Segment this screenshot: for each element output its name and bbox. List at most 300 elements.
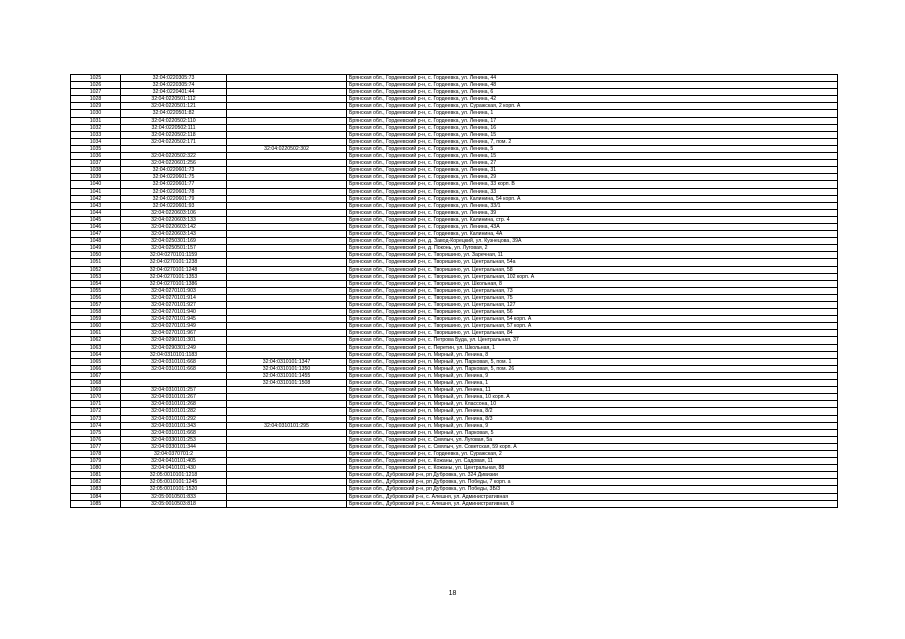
address-cell: Брянская обл., Гордеевский р-н, п. Мирный, ул. Парковая, 5, пом. 1: [347, 358, 838, 365]
cadastral-number-cell: 32:05:0010101:1245: [121, 479, 227, 486]
address-cell: Брянская обл., Гордеевский р-н, с. Кожаны, ул. Центральная, 88: [347, 465, 838, 472]
table-row: [71, 174, 838, 181]
cadastral-number-cell: 32:04:0220501:121: [121, 103, 227, 110]
cadastral-number-cell: 32:04:0410101:430: [121, 465, 227, 472]
row-number-cell: 1033: [71, 131, 121, 138]
address-cell: Брянская обл., Гордеевский р-н, с. Творишино, ул. Центральная, 127: [347, 302, 838, 309]
address-cell: Брянская обл., Гордеевский р-н, п. Мирный, ул. Ленина, 8: [347, 351, 838, 358]
sub-cadastral-number-cell: [227, 216, 347, 223]
row-number-cell: 1067: [71, 372, 121, 379]
cadastral-number-cell: 32:04:0220502:322: [121, 153, 227, 160]
address-cell: Брянская обл., Дубровский р-н, с. Алешня, ул. Административная: [347, 493, 838, 500]
cadastral-number-cell: 32:04:0310101:257: [121, 387, 227, 394]
row-number-cell: 1085: [71, 500, 121, 507]
sub-cadastral-number-cell: [227, 465, 347, 472]
address-cell: Брянская обл., Гордеевский р-н, с. Творишино, ул. Центральная, 84: [347, 330, 838, 337]
address-cell: Брянская обл., Гордеевский р-н, д. Завод-Корецкий, ул. Кузнецова, 39А: [347, 238, 838, 245]
address-cell: Брянская обл., Гордеевский р-н, с. Творишино, ул. Центральная, 58: [347, 266, 838, 273]
address-cell: Брянская обл., Гордеевский р-н, с. Гордеевка, ул. Калинина, 4А: [347, 231, 838, 238]
row-number-cell: 1052: [71, 266, 121, 273]
cadastral-number-cell: 32:04:0290301:249: [121, 344, 227, 351]
sub-cadastral-number-cell: [227, 351, 347, 358]
table-row: [71, 380, 838, 387]
row-number-cell: 1082: [71, 479, 121, 486]
row-number-cell: 1071: [71, 401, 121, 408]
cadastral-number-cell: 32:04:0330101:253: [121, 436, 227, 443]
sub-cadastral-number-cell: [227, 124, 347, 131]
row-number-cell: 1035: [71, 145, 121, 152]
sub-cadastral-number-cell: [227, 131, 347, 138]
cadastral-number-cell: 32:04:0270101:1353: [121, 273, 227, 280]
table-row: [71, 372, 838, 379]
row-number-cell: 1027: [71, 89, 121, 96]
row-number-cell: 1081: [71, 472, 121, 479]
table-row: [71, 450, 838, 457]
sub-cadastral-number-cell: [227, 245, 347, 252]
table-row: [71, 181, 838, 188]
row-number-cell: 1039: [71, 174, 121, 181]
sub-cadastral-number-cell: [227, 223, 347, 230]
cadastral-number-cell: 32:04:0220305:73: [121, 75, 227, 82]
row-number-cell: 1026: [71, 82, 121, 89]
table-row: [71, 266, 838, 273]
address-cell: Брянская обл., Гордеевский р-н, с. Перетин, ул. Школьная, 1: [347, 344, 838, 351]
row-number-cell: 1058: [71, 309, 121, 316]
sub-cadastral-number-cell: [227, 387, 347, 394]
row-number-cell: 1079: [71, 458, 121, 465]
sub-cadastral-number-cell: [227, 174, 347, 181]
cadastral-number-cell: 32:04:0220501:112: [121, 96, 227, 103]
address-cell: Брянская обл., Гордеевский р-н, с. Гордеевка, ул. Ленина, 5: [347, 145, 838, 152]
cadastral-number-cell: 32:04:0220601:79: [121, 195, 227, 202]
address-cell: Брянская обл., Гордеевский р-н, с. Петрова Буда, ул. Центральная, 37: [347, 337, 838, 344]
sub-cadastral-number-cell: [227, 472, 347, 479]
table-row: [71, 110, 838, 117]
cadastral-number-cell: 32:04:0270101:914: [121, 294, 227, 301]
address-cell: Брянская обл., Гордеевский р-н, с. Гордеевка, ул. Ленина, 42: [347, 96, 838, 103]
address-cell: Брянская обл., Гордеевский р-н, п. Мирный, ул. Ленина, 9: [347, 422, 838, 429]
table-row: [71, 323, 838, 330]
address-cell: Брянская обл., Гордеевский р-н, с. Гордеевка, ул. Ленина, 48: [347, 82, 838, 89]
row-number-cell: 1028: [71, 96, 121, 103]
address-cell: Брянская обл., Гордеевский р-н, п. Мирный, ул. Ленина, 8/3: [347, 415, 838, 422]
sub-cadastral-number-cell: [227, 103, 347, 110]
sub-cadastral-number-cell: [227, 167, 347, 174]
table-row: [71, 280, 838, 287]
cadastral-number-cell: 32:04:0270101:903: [121, 287, 227, 294]
sub-cadastral-number-cell: [227, 188, 347, 195]
cadastral-number-cell: 32:05:0010501:833: [121, 493, 227, 500]
sub-cadastral-number-cell: [227, 316, 347, 323]
sub-cadastral-number-cell: [227, 209, 347, 216]
sub-cadastral-number-cell: 32:04:0220502:302: [227, 145, 347, 152]
row-number-cell: 1059: [71, 316, 121, 323]
sub-cadastral-number-cell: [227, 479, 347, 486]
address-cell: Брянская обл., Гордеевский р-н, с. Гордеевка, ул. Суражская, 2 корп. А: [347, 103, 838, 110]
table-row: [71, 117, 838, 124]
cadastral-number-cell: 32:04:0220603:133: [121, 216, 227, 223]
sub-cadastral-number-cell: [227, 153, 347, 160]
sub-cadastral-number-cell: [227, 110, 347, 117]
address-cell: Брянская обл., Гордеевский р-н, с. Гордеевка, ул. Ленина, 33 корп. В: [347, 181, 838, 188]
sub-cadastral-number-cell: [227, 82, 347, 89]
sub-cadastral-number-cell: [227, 202, 347, 209]
sub-cadastral-number-cell: [227, 96, 347, 103]
page-number: 18: [448, 590, 457, 597]
table-row: [71, 401, 838, 408]
table-row: [71, 96, 838, 103]
address-cell: Брянская обл., Гордеевский р-н, с. Смялыч, ул. Луговая, 5а: [347, 436, 838, 443]
row-number-cell: 1062: [71, 337, 121, 344]
row-number-cell: 1029: [71, 103, 121, 110]
address-cell: Брянская обл., Гордеевский р-н, с. Гордеевка, ул. Ленина, 43А: [347, 223, 838, 230]
sub-cadastral-number-cell: [227, 436, 347, 443]
cadastral-number-cell: 32:04:0220305:74: [121, 82, 227, 89]
sub-cadastral-number-cell: [227, 160, 347, 167]
cadastral-number-cell: [121, 380, 227, 387]
cadastral-number-cell: 32:04:0270101:949: [121, 323, 227, 330]
row-number-cell: 1054: [71, 280, 121, 287]
row-number-cell: 1078: [71, 450, 121, 457]
address-cell: Брянская обл., Гордеевский р-н, с. Гордеевка, ул. Калинина, 54 корп. А: [347, 195, 838, 202]
row-number-cell: 1032: [71, 124, 121, 131]
row-number-cell: 1030: [71, 110, 121, 117]
sub-cadastral-number-cell: [227, 493, 347, 500]
address-cell: Брянская обл., Гордеевский р-н, с. Творишино, ул. Центральная, 57 корп. А: [347, 323, 838, 330]
row-number-cell: 1051: [71, 259, 121, 266]
table-row: [71, 145, 838, 152]
row-number-cell: 1080: [71, 465, 121, 472]
sub-cadastral-number-cell: [227, 195, 347, 202]
table-row: [71, 458, 838, 465]
address-cell: Брянская обл., Гордеевский р-н, с. Творишино, ул. Заречная, 11: [347, 252, 838, 259]
sub-cadastral-number-cell: 32:04:0310101:1350: [227, 365, 347, 372]
cadastral-number-cell: 32:04:0270101:945: [121, 316, 227, 323]
row-number-cell: 1065: [71, 358, 121, 365]
sub-cadastral-number-cell: [227, 259, 347, 266]
sub-cadastral-number-cell: [227, 401, 347, 408]
table-row: [71, 131, 838, 138]
address-cell: Брянская обл., Гордеевский р-н, с. Гордеевка, ул. Ленина, 1: [347, 110, 838, 117]
address-cell: Брянская обл., Гордеевский р-н, с. Гордеевка, ул. Ленина, 33: [347, 188, 838, 195]
cadastral-number-cell: 32:04:0270101:1386: [121, 280, 227, 287]
table-row: [71, 238, 838, 245]
row-number-cell: 1038: [71, 167, 121, 174]
table-row: [71, 138, 838, 145]
row-number-cell: 1073: [71, 415, 121, 422]
table-row: [71, 365, 838, 372]
sub-cadastral-number-cell: 32:04:0310101:1508: [227, 380, 347, 387]
address-cell: Брянская обл., Гордеевский р-н, с. Творишино, ул. Центральная, 75: [347, 294, 838, 301]
row-number-cell: 1068: [71, 380, 121, 387]
row-number-cell: 1069: [71, 387, 121, 394]
sub-cadastral-number-cell: [227, 266, 347, 273]
row-number-cell: 1044: [71, 209, 121, 216]
address-cell: Брянская обл., Гордеевский р-н, п. Мирный, ул. Ленина, 8/2: [347, 408, 838, 415]
sub-cadastral-number-cell: [227, 252, 347, 259]
row-number-cell: 1036: [71, 153, 121, 160]
cadastral-number-cell: 32:04:0310101:1183: [121, 351, 227, 358]
sub-cadastral-number-cell: [227, 330, 347, 337]
address-cell: Брянская обл., Гордеевский р-н, с. Гордеевка, ул. Ленина, 16: [347, 124, 838, 131]
sub-cadastral-number-cell: [227, 75, 347, 82]
sub-cadastral-number-cell: [227, 429, 347, 436]
table-row: [71, 188, 838, 195]
sub-cadastral-number-cell: 32:04:0310101:1455: [227, 372, 347, 379]
cadastral-number-cell: 32:04:0270101:927: [121, 302, 227, 309]
cadastral-number-cell: 32:04:0270101:967: [121, 330, 227, 337]
row-number-cell: 1061: [71, 330, 121, 337]
table-row: [71, 472, 838, 479]
table-row: [71, 316, 838, 323]
row-number-cell: 1060: [71, 323, 121, 330]
cadastral-number-cell: 32:04:0310101:668: [121, 365, 227, 372]
table-row: [71, 500, 838, 507]
table-row: [71, 223, 838, 230]
cadastral-number-cell: 32:04:0370701:2: [121, 450, 227, 457]
address-cell: Брянская обл., Гордеевский р-н, с. Творишино, ул. Центральная, 54а: [347, 259, 838, 266]
table-row: [71, 486, 838, 493]
address-cell: Брянская обл., Гордеевский р-н, с. Творишино, ул. Школьная, 8: [347, 280, 838, 287]
sub-cadastral-number-cell: [227, 443, 347, 450]
row-number-cell: 1034: [71, 138, 121, 145]
cadastral-number-cell: 32:04:0220502:111: [121, 124, 227, 131]
table-row: [71, 408, 838, 415]
row-number-cell: 1055: [71, 287, 121, 294]
cadastral-number-cell: 32:04:0410101:405: [121, 458, 227, 465]
sub-cadastral-number-cell: [227, 394, 347, 401]
table-row: [71, 337, 838, 344]
row-number-cell: 1056: [71, 294, 121, 301]
table-row: [71, 209, 838, 216]
cadastral-number-cell: 32:04:0270101:1238: [121, 259, 227, 266]
cadastral-number-cell: 32:04:0250301:169: [121, 238, 227, 245]
address-cell: Брянская обл., Гордеевский р-н, с. Гордеевка, ул. Суражская, 2: [347, 450, 838, 457]
sub-cadastral-number-cell: [227, 287, 347, 294]
sub-cadastral-number-cell: [227, 450, 347, 457]
cadastral-number-cell: 32:04:0220601:75: [121, 174, 227, 181]
table-row: [71, 103, 838, 110]
table-row: [71, 436, 838, 443]
row-number-cell: 1046: [71, 223, 121, 230]
address-cell: Брянская обл., Гордеевский р-н, с. Творишино, ул. Центральная, 54 корп. А: [347, 316, 838, 323]
sub-cadastral-number-cell: [227, 415, 347, 422]
cadastral-number-cell: 32:04:0220601:256: [121, 160, 227, 167]
table-row: [71, 422, 838, 429]
sub-cadastral-number-cell: 32:04:0310101:1347: [227, 358, 347, 365]
table-row: [71, 124, 838, 131]
table-row: [71, 259, 838, 266]
address-cell: Брянская обл., Гордеевский р-н, п. Мирный, ул. Классона, 10: [347, 401, 838, 408]
address-cell: Брянская обл., Гордеевский р-н, п. Мирный, ул. Ленина, 10 корп. А: [347, 394, 838, 401]
sub-cadastral-number-cell: [227, 280, 347, 287]
row-number-cell: 1070: [71, 394, 121, 401]
property-table-body: [71, 75, 838, 508]
cadastral-number-cell: 32:05:0010101:1218: [121, 472, 227, 479]
sub-cadastral-number-cell: [227, 337, 347, 344]
table-row: [71, 330, 838, 337]
address-cell: Брянская обл., Гордеевский р-н, п. Мирный, ул. Парковая, 5, пом. 26: [347, 365, 838, 372]
table-row: [71, 75, 838, 82]
sub-cadastral-number-cell: [227, 302, 347, 309]
table-row: [71, 351, 838, 358]
table-row: [71, 344, 838, 351]
cadastral-number-cell: 32:04:0310101:267: [121, 394, 227, 401]
address-cell: Брянская обл., Гордеевский р-н, с. Гордеевка, ул. Ленина, 17: [347, 117, 838, 124]
row-number-cell: 1048: [71, 238, 121, 245]
address-cell: Брянская обл., Гордеевский р-н, п. Мирный, ул. Ленина, 9: [347, 372, 838, 379]
address-cell: Брянская обл., Гордеевский р-н, п. Мирный, ул. Ленина, 1: [347, 380, 838, 387]
row-number-cell: 1083: [71, 486, 121, 493]
row-number-cell: 1077: [71, 443, 121, 450]
row-number-cell: 1047: [71, 231, 121, 238]
address-cell: Брянская обл., Гордеевский р-н, с. Гордеевка, ул. Ленина, 39: [347, 209, 838, 216]
address-cell: Брянская обл., Гордеевский р-н, с. Творишино, ул. Центральная, 73: [347, 287, 838, 294]
table-row: [71, 493, 838, 500]
table-row: [71, 202, 838, 209]
table-row: [71, 231, 838, 238]
row-number-cell: 1045: [71, 216, 121, 223]
cadastral-number-cell: 32:04:0310101:268: [121, 401, 227, 408]
sub-cadastral-number-cell: [227, 486, 347, 493]
address-cell: Брянская обл., Гордеевский р-н, с. Смялыч, ул. Советская, 59 корп. А: [347, 443, 838, 450]
sub-cadastral-number-cell: 32:04:0310101:295: [227, 422, 347, 429]
table-row: [71, 358, 838, 365]
cadastral-number-cell: 32:04:0220502:171: [121, 138, 227, 145]
cadastral-number-cell: 32:04:0220601:73: [121, 167, 227, 174]
row-number-cell: 1064: [71, 351, 121, 358]
table-row: [71, 167, 838, 174]
address-cell: Брянская обл., Гордеевский р-н, д. Поконь, ул. Луговая, 2: [347, 245, 838, 252]
address-cell: Брянская обл., Гордеевский р-н, с. Гордеевка, ул. Ленина, 7, пом. 2: [347, 138, 838, 145]
sub-cadastral-number-cell: [227, 181, 347, 188]
cadastral-number-cell: 32:04:0310101:668: [121, 358, 227, 365]
cadastral-number-cell: 32:04:0250501:157: [121, 245, 227, 252]
sub-cadastral-number-cell: [227, 408, 347, 415]
sub-cadastral-number-cell: [227, 89, 347, 96]
table-row: [71, 309, 838, 316]
cadastral-number-cell: [121, 145, 227, 152]
row-number-cell: 1042: [71, 195, 121, 202]
row-number-cell: 1037: [71, 160, 121, 167]
cadastral-number-cell: 32:04:0220603:106: [121, 209, 227, 216]
cadastral-number-cell: 32:04:0310101:282: [121, 408, 227, 415]
row-number-cell: 1063: [71, 344, 121, 351]
address-cell: Брянская обл., Гордеевский р-н, с. Гордеевка, ул. Ленина, 27: [347, 160, 838, 167]
address-cell: Брянская обл., Дубровский р-н, рп Дубровка, ул. 324 Дивизии: [347, 472, 838, 479]
table-row: [71, 394, 838, 401]
address-cell: Брянская обл., Гордеевский р-н, п. Мирный, ул. Ленина, 11: [347, 387, 838, 394]
row-number-cell: 1057: [71, 302, 121, 309]
table-row: [71, 82, 838, 89]
table-row: [71, 479, 838, 486]
row-number-cell: 1072: [71, 408, 121, 415]
row-number-cell: 1043: [71, 202, 121, 209]
sub-cadastral-number-cell: [227, 231, 347, 238]
address-cell: Брянская обл., Гордеевский р-н, п. Мирный, ул. Парковая, 5: [347, 429, 838, 436]
address-cell: Брянская обл., Гордеевский р-н, с. Гордеевка, ул. Ленина, 29: [347, 174, 838, 181]
address-cell: Брянская обл., Гордеевский р-н, с. Гордеевка, ул. Ленина, 6: [347, 89, 838, 96]
sub-cadastral-number-cell: [227, 138, 347, 145]
table-row: [71, 195, 838, 202]
address-cell: Брянская обл., Гордеевский р-н, с. Творишино, ул. Центральная, 102 корп. А: [347, 273, 838, 280]
cadastral-number-cell: 32:04:0220502:118: [121, 131, 227, 138]
row-number-cell: 1066: [71, 365, 121, 372]
table-row: [71, 287, 838, 294]
cadastral-number-cell: 32:04:0310101:668: [121, 429, 227, 436]
row-number-cell: 1053: [71, 273, 121, 280]
row-number-cell: 1041: [71, 188, 121, 195]
cadastral-number-cell: 32:05:0010101:1520: [121, 486, 227, 493]
sub-cadastral-number-cell: [227, 117, 347, 124]
sub-cadastral-number-cell: [227, 309, 347, 316]
cadastral-number-cell: 32:04:0220603:142: [121, 223, 227, 230]
cadastral-number-cell: 32:04:0220601:93: [121, 202, 227, 209]
table-row: [71, 429, 838, 436]
address-cell: Брянская обл., Гордеевский р-н, с. Гордеевка, ул. Ленина, 15: [347, 131, 838, 138]
address-cell: Брянская обл., Гордеевский р-н, с. Гордеевка, ул. Ленина, 44: [347, 75, 838, 82]
table-row: [71, 89, 838, 96]
table-row: [71, 160, 838, 167]
address-cell: Брянская обл., Дубровский р-н, рп Дубровка, ул. Победы, 7 корп. а: [347, 479, 838, 486]
table-row: [71, 153, 838, 160]
address-cell: Брянская обл., Гордеевский р-н, с. Кожаны, ул. Садовая, 11: [347, 458, 838, 465]
sub-cadastral-number-cell: [227, 500, 347, 507]
sub-cadastral-number-cell: [227, 458, 347, 465]
sub-cadastral-number-cell: [227, 323, 347, 330]
cadastral-number-cell: 32:05:0010503:818: [121, 500, 227, 507]
address-cell: Брянская обл., Гордеевский р-н, с. Гордеевка, ул. Калинина, стр. 4: [347, 216, 838, 223]
address-cell: Брянская обл., Дубровский р-н, с. Алешня, ул. Административная, 8: [347, 500, 838, 507]
row-number-cell: 1025: [71, 75, 121, 82]
address-cell: Брянская обл., Гордеевский р-н, с. Творишино, ул. Центральная, 56: [347, 309, 838, 316]
address-cell: Брянская обл., Гордеевский р-н, с. Гордеевка, ул. Ленина, 15: [347, 153, 838, 160]
sub-cadastral-number-cell: [227, 238, 347, 245]
cadastral-number-cell: 32:04:0270101:1159: [121, 252, 227, 259]
row-number-cell: 1076: [71, 436, 121, 443]
sub-cadastral-number-cell: [227, 294, 347, 301]
table-row: [71, 245, 838, 252]
table-row: [71, 415, 838, 422]
cadastral-number-cell: 32:04:0290101:301: [121, 337, 227, 344]
row-number-cell: 1074: [71, 422, 121, 429]
cadastral-number-cell: 32:04:0310101:292: [121, 415, 227, 422]
cadastral-number-cell: 32:04:0220603:143: [121, 231, 227, 238]
row-number-cell: 1084: [71, 493, 121, 500]
cadastral-number-cell: 32:04:0220401:44: [121, 89, 227, 96]
table-row: [71, 252, 838, 259]
row-number-cell: 1031: [71, 117, 121, 124]
cadastral-number-cell: 32:04:0220501:82: [121, 110, 227, 117]
row-number-cell: 1050: [71, 252, 121, 259]
row-number-cell: 1075: [71, 429, 121, 436]
cadastral-number-cell: [121, 372, 227, 379]
sub-cadastral-number-cell: [227, 344, 347, 351]
table-row: [71, 387, 838, 394]
address-cell: Брянская обл., Гордеевский р-н, с. Гордеевка, ул. Ленина, 31: [347, 167, 838, 174]
cadastral-number-cell: 32:04:0330101:344: [121, 443, 227, 450]
cadastral-number-cell: 32:04:0220601:77: [121, 181, 227, 188]
address-cell: Брянская обл., Гордеевский р-н, с. Гордеевка, ул. Ленина, 33/1: [347, 202, 838, 209]
cadastral-number-cell: 32:04:0220601:78: [121, 188, 227, 195]
table-row: [71, 302, 838, 309]
table-row: [71, 465, 838, 472]
table-row: [71, 443, 838, 450]
row-number-cell: 1040: [71, 181, 121, 188]
table-row: [71, 294, 838, 301]
sub-cadastral-number-cell: [227, 273, 347, 280]
table-row: [71, 273, 838, 280]
